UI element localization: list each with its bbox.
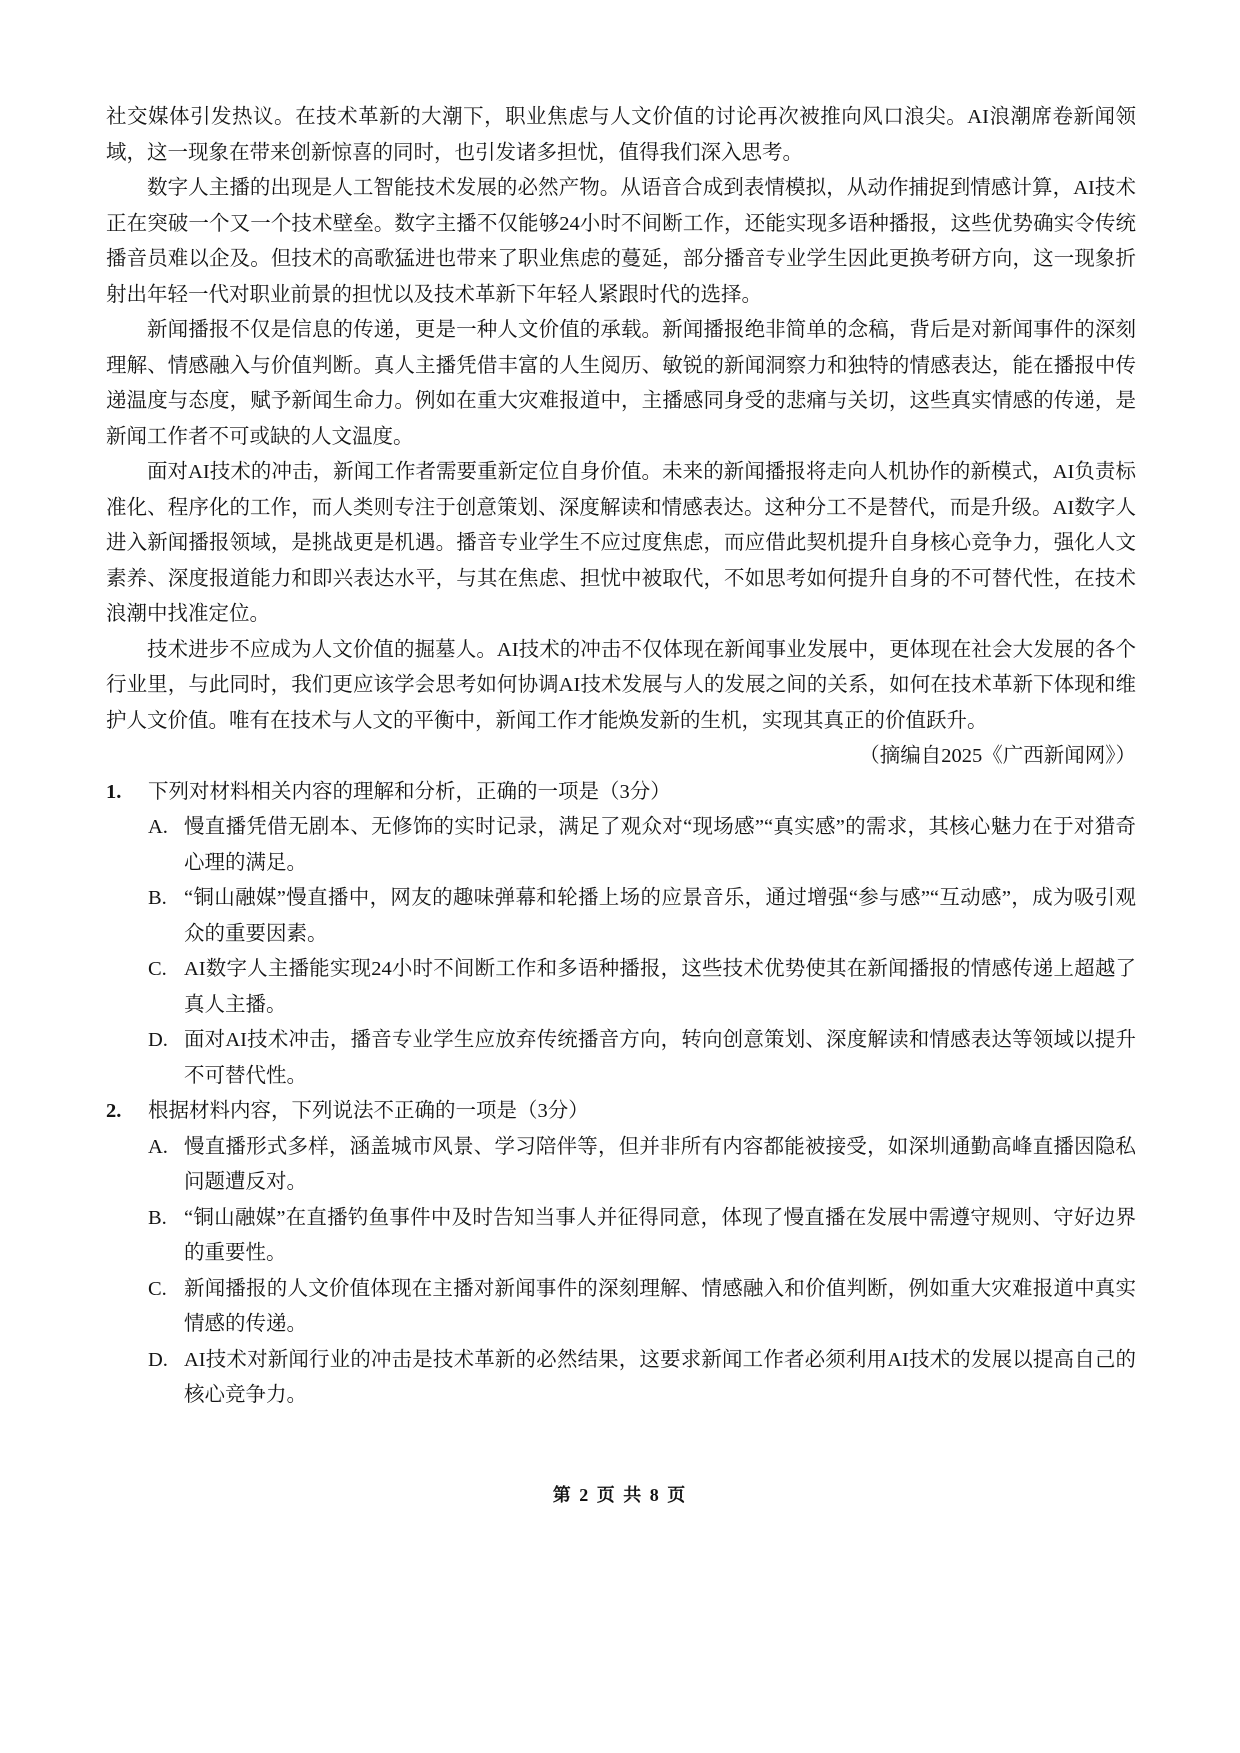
passage-attribution: （摘编自2025《广西新闻网》） bbox=[859, 745, 1136, 767]
option-d bbox=[148, 1023, 1136, 1094]
option-c bbox=[148, 952, 1136, 1023]
question-2 bbox=[106, 1094, 1136, 1414]
question-number: 1. bbox=[106, 780, 122, 803]
option-label: C. bbox=[148, 1277, 167, 1300]
option-d bbox=[148, 1343, 1136, 1414]
option-label: A. bbox=[148, 816, 168, 838]
passage-paragraph: 社交媒体引发热议。在技术革新的大潮下，职业焦虑与人文价值的讨论再次被推向风口浪尖。AI浪潮席卷新闻领域，这一现象在带来创新惊喜的同时，也引发诸多担忧，值得我们深入思考。 bbox=[106, 106, 1136, 164]
option-c bbox=[148, 1272, 1136, 1343]
option-text: 面对AI技术冲击，播音专业学生应放弃传统播音方向，转向创意策划、深度解读和情感表达等领域以提升不可替代性。 bbox=[184, 1029, 1136, 1087]
option-text: “铜山融媒”在直播钓鱼事件中及时告知当事人并征得同意，体现了慢直播在发展中需遵守规则、守好边界的重要性。 bbox=[184, 1206, 1136, 1264]
passage-paragraph: 数字人主播的出现是人工智能技术发展的必然产物。从语音合成到表情模拟，从动作捕捉到情感计算，AI技术正在突破一个又一个技术壁垒。数字主播不仅能够24小时不间断工作，还能实现多语种播报，这些优势确实令传统播音员难以企及。但技术的高歌猛进也带来了职业焦虑的蔓延，部分播音专业学生因此更换考研方向，这一现象折射出年轻一代对职业前景的担忧以及技术革新下年轻人紧跟时代的选择。 bbox=[106, 177, 1136, 306]
option-label: D. bbox=[148, 1029, 168, 1051]
option-text: 慢直播形式多样，涵盖城市风景、学习陪伴等，但并非所有内容都能被接受，如深圳通勤高峰直播因隐私问题遭反对。 bbox=[184, 1135, 1136, 1193]
option-label: D. bbox=[148, 1348, 168, 1371]
reading-passage bbox=[106, 100, 1136, 775]
question-stem: 下列对材料相关内容的理解和分析，正确的一项是（3分） bbox=[148, 780, 671, 803]
option-a bbox=[148, 810, 1136, 881]
option-text: “铜山融媒”慢直播中，网友的趣味弹幕和轮播上场的应景音乐，通过增强“参与感”“互动感”，成为吸引观众的重要因素。 bbox=[184, 887, 1136, 945]
page-number-footer: 第 2 页 共 8 页 bbox=[552, 1485, 688, 1505]
question-number: 2. bbox=[106, 1100, 122, 1122]
option-a bbox=[148, 1130, 1136, 1201]
question-1 bbox=[106, 775, 1136, 1095]
option-label: C. bbox=[148, 958, 167, 980]
passage-paragraph: 新闻播报不仅是信息的传递，更是一种人文价值的承载。新闻播报绝非简单的念稿，背后是对新闻事件的深刻理解、情感融入与价值判断。真人主播凭借丰富的人生阅历、敏锐的新闻洞察力和独特的情感表达，能在播报中传递温度与态度，赋予新闻生命力。例如在重大灾难报道中，主播感同身受的悲痛与关切，这些真实情感的传递，是新闻工作者不可或缺的人文温度。 bbox=[106, 319, 1136, 448]
passage-paragraph: 技术进步不应成为人文价值的掘墓人。AI技术的冲击不仅体现在新闻事业发展中，更体现在社会大发展的各个行业里，与此同时，我们更应该学会思考如何协调AI技术发展与人的发展之间的关系，如何在技术革新下体现和维护人文价值。唯有在技术与人文的平衡中，新闻工作才能焕发新的生机，实现其真正的价值跃升。 bbox=[106, 638, 1136, 732]
option-label: B. bbox=[148, 887, 167, 909]
question-stem: 根据材料内容，下列说法不正确的一项是（3分） bbox=[148, 1100, 589, 1122]
option-text: 慢直播凭借无剧本、无修饰的实时记录，满足了观众对“现场感”“真实感”的需求，其核心魅力在于对猎奇心理的满足。 bbox=[184, 816, 1136, 874]
option-label: A. bbox=[148, 1135, 168, 1158]
option-text: AI数字人主播能实现24小时不间断工作和多语种播报，这些技术优势使其在新闻播报的情感传递上超越了真人主播。 bbox=[184, 958, 1136, 1016]
question-options bbox=[106, 1130, 1136, 1414]
option-text: 新闻播报的人文价值体现在主播对新闻事件的深刻理解、情感融入和价值判断，例如重大灾难报道中真实情感的传递。 bbox=[184, 1277, 1136, 1335]
question-options bbox=[106, 810, 1136, 1094]
option-b bbox=[148, 881, 1136, 952]
option-text: AI技术对新闻行业的冲击是技术革新的必然结果，这要求新闻工作者必须利用AI技术的发展以提高自己的核心竞争力。 bbox=[184, 1348, 1136, 1406]
option-b bbox=[148, 1201, 1136, 1272]
option-label: B. bbox=[148, 1206, 167, 1229]
passage-paragraph: 面对AI技术的冲击，新闻工作者需要重新定位自身价值。未来的新闻播报将走向人机协作的新模式，AI负责标准化、程序化的工作，而人类则专注于创意策划、深度解读和情感表达。这种分工不是替代，而是升级。AI数字人进入新闻播报领域，是挑战更是机遇。播音专业学生不应过度焦虑，而应借此契机提升自身核心竞争力，强化人文素养、深度报道能力和即兴表达水平，与其在焦虑、担忧中被取代，不如思考如何提升自身的不可替代性，在技术浪潮中找准定位。 bbox=[106, 461, 1136, 625]
